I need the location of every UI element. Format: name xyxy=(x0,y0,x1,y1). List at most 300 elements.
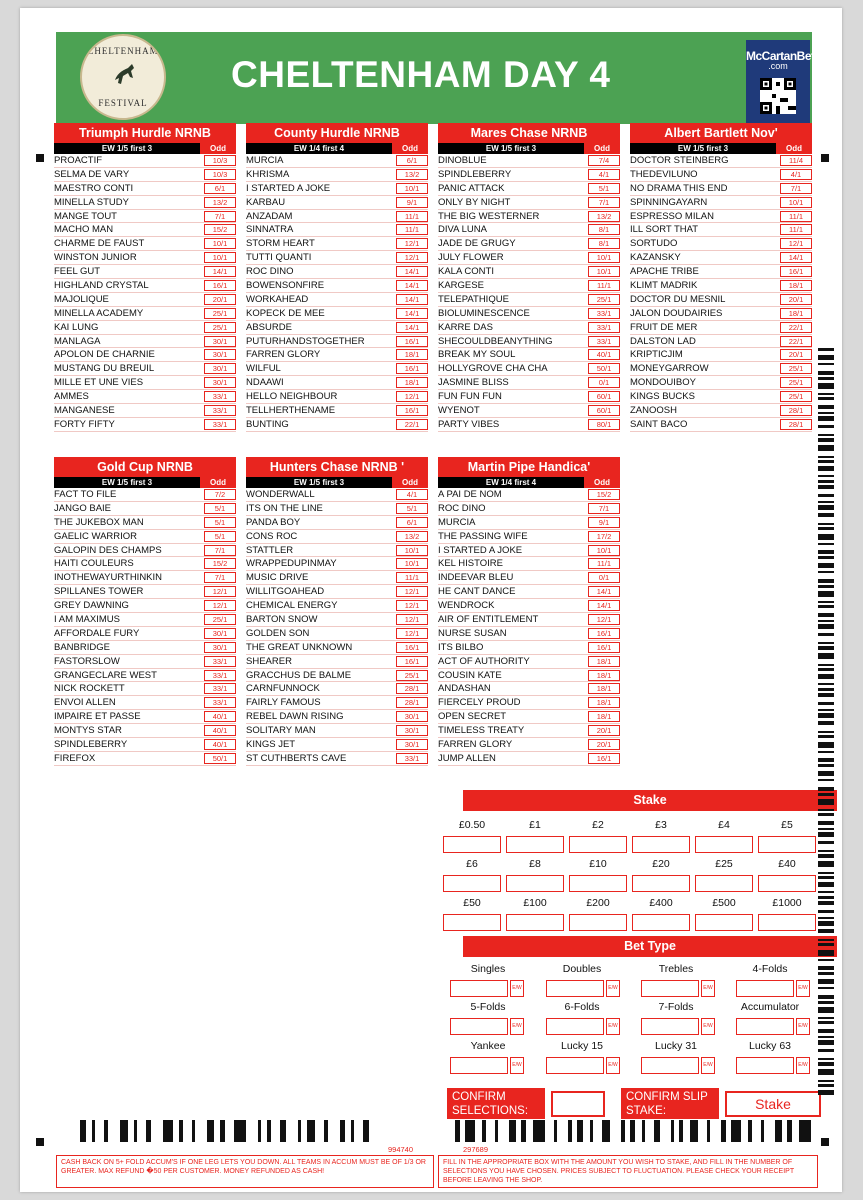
each-way-box[interactable]: E/W xyxy=(606,980,620,997)
runner-row[interactable] xyxy=(246,682,428,696)
runner-row[interactable] xyxy=(54,724,236,738)
runner-row[interactable] xyxy=(54,544,236,558)
runner-row[interactable] xyxy=(438,265,620,279)
runner-odds-box[interactable]: 30/1 xyxy=(204,336,236,347)
runner-odds-box[interactable]: 16/1 xyxy=(396,363,428,374)
runner-odds-box[interactable]: 16/1 xyxy=(204,280,236,291)
runner-odds-box[interactable]: 14/1 xyxy=(396,322,428,333)
each-way-box[interactable]: E/W xyxy=(510,1018,524,1035)
runner-odds-box[interactable]: 10/1 xyxy=(780,197,812,208)
runner-row[interactable] xyxy=(54,265,236,279)
runner-row[interactable] xyxy=(438,196,620,210)
runner-row[interactable] xyxy=(246,655,428,669)
runner-row[interactable] xyxy=(246,154,428,168)
runner-row[interactable] xyxy=(438,154,620,168)
runner-row[interactable] xyxy=(438,418,620,432)
runner-row[interactable] xyxy=(438,362,620,376)
runner-odds-box[interactable]: 16/1 xyxy=(396,405,428,416)
runner-odds-box[interactable]: 33/1 xyxy=(588,308,620,319)
runner-row[interactable] xyxy=(438,599,620,613)
runner-odds-box[interactable]: 25/1 xyxy=(396,670,428,681)
runner-row[interactable] xyxy=(54,585,236,599)
runner-odds-box[interactable]: 30/1 xyxy=(204,377,236,388)
runner-odds-box[interactable]: 50/1 xyxy=(588,363,620,374)
runner-row[interactable] xyxy=(438,210,620,224)
runner-row[interactable] xyxy=(438,627,620,641)
runner-row[interactable] xyxy=(438,348,620,362)
runner-odds-box[interactable]: 16/1 xyxy=(588,753,620,764)
runner-odds-box[interactable]: 11/1 xyxy=(780,211,812,222)
bet-type-count-box[interactable] xyxy=(546,980,604,997)
bet-type-count-box[interactable] xyxy=(641,980,699,997)
runner-odds-box[interactable]: 5/1 xyxy=(204,503,236,514)
runner-row[interactable] xyxy=(246,182,428,196)
each-way-box[interactable]: E/W xyxy=(796,980,810,997)
runner-odds-box[interactable]: 5/1 xyxy=(204,517,236,528)
runner-row[interactable] xyxy=(438,544,620,558)
runner-row[interactable] xyxy=(54,154,236,168)
runner-odds-box[interactable]: 33/1 xyxy=(588,322,620,333)
runner-row[interactable] xyxy=(246,544,428,558)
runner-row[interactable] xyxy=(246,418,428,432)
runner-odds-box[interactable]: 33/1 xyxy=(396,753,428,764)
runner-row[interactable] xyxy=(54,571,236,585)
runner-odds-box[interactable]: 14/1 xyxy=(588,586,620,597)
runner-odds-box[interactable]: 7/1 xyxy=(588,197,620,208)
runner-row[interactable] xyxy=(54,348,236,362)
runner-row[interactable] xyxy=(54,557,236,571)
runner-row[interactable] xyxy=(54,376,236,390)
runner-odds-box[interactable]: 18/1 xyxy=(588,670,620,681)
runner-odds-box[interactable]: 0/1 xyxy=(588,377,620,388)
runner-row[interactable] xyxy=(438,251,620,265)
runner-odds-box[interactable]: 25/1 xyxy=(780,377,812,388)
runner-odds-box[interactable]: 13/2 xyxy=(396,531,428,542)
runner-row[interactable] xyxy=(246,321,428,335)
runner-odds-box[interactable]: 7/1 xyxy=(204,545,236,556)
runner-odds-box[interactable]: 80/1 xyxy=(588,419,620,430)
runner-odds-box[interactable]: 12/1 xyxy=(204,586,236,597)
runner-row[interactable] xyxy=(438,321,620,335)
bet-type-count-box[interactable] xyxy=(546,1057,604,1074)
runner-odds-box[interactable]: 12/1 xyxy=(780,238,812,249)
runner-row[interactable] xyxy=(438,390,620,404)
runner-row[interactable] xyxy=(54,390,236,404)
runner-row[interactable] xyxy=(54,404,236,418)
runner-row[interactable] xyxy=(246,348,428,362)
each-way-box[interactable]: E/W xyxy=(510,1057,524,1074)
runner-row[interactable] xyxy=(54,168,236,182)
runner-odds-box[interactable]: 25/1 xyxy=(780,391,812,402)
runner-odds-box[interactable]: 60/1 xyxy=(588,391,620,402)
each-way-box[interactable]: E/W xyxy=(701,1018,715,1035)
runner-odds-box[interactable]: 14/1 xyxy=(396,280,428,291)
stake-amount-box[interactable] xyxy=(443,914,501,931)
runner-odds-box[interactable]: 16/1 xyxy=(396,336,428,347)
runner-row[interactable] xyxy=(54,599,236,613)
runner-row[interactable] xyxy=(246,307,428,321)
runner-row[interactable] xyxy=(246,390,428,404)
runner-row[interactable] xyxy=(246,376,428,390)
runner-row[interactable] xyxy=(246,502,428,516)
runner-odds-box[interactable]: 30/1 xyxy=(204,628,236,639)
runner-row[interactable] xyxy=(438,502,620,516)
runner-row[interactable] xyxy=(54,613,236,627)
runner-odds-box[interactable]: 10/1 xyxy=(588,252,620,263)
runner-row[interactable] xyxy=(54,655,236,669)
runner-odds-box[interactable]: 16/1 xyxy=(396,642,428,653)
runner-odds-box[interactable]: 5/1 xyxy=(396,503,428,514)
runner-odds-box[interactable]: 20/1 xyxy=(780,349,812,360)
runner-odds-box[interactable]: 4/1 xyxy=(396,489,428,500)
runner-row[interactable] xyxy=(246,530,428,544)
runner-row[interactable] xyxy=(630,390,812,404)
runner-odds-box[interactable]: 11/1 xyxy=(588,558,620,569)
runner-row[interactable] xyxy=(630,265,812,279)
runner-row[interactable] xyxy=(54,752,236,766)
runner-row[interactable] xyxy=(630,196,812,210)
runner-row[interactable] xyxy=(438,376,620,390)
runner-odds-box[interactable]: 13/2 xyxy=(588,211,620,222)
runner-row[interactable] xyxy=(630,293,812,307)
runner-row[interactable] xyxy=(438,724,620,738)
runner-odds-box[interactable]: 10/1 xyxy=(204,252,236,263)
runner-odds-box[interactable]: 12/1 xyxy=(396,628,428,639)
bet-type-count-box[interactable] xyxy=(641,1018,699,1035)
runner-odds-box[interactable]: 12/1 xyxy=(396,252,428,263)
runner-row[interactable] xyxy=(246,265,428,279)
runner-row[interactable] xyxy=(54,641,236,655)
runner-odds-box[interactable]: 14/1 xyxy=(396,294,428,305)
runner-row[interactable] xyxy=(630,307,812,321)
runner-odds-box[interactable]: 0/1 xyxy=(588,572,620,583)
stake-amount-box[interactable] xyxy=(695,914,753,931)
runner-row[interactable] xyxy=(246,613,428,627)
runner-odds-box[interactable]: 16/1 xyxy=(396,656,428,667)
runner-row[interactable] xyxy=(630,182,812,196)
runner-odds-box[interactable]: 33/1 xyxy=(204,419,236,430)
runner-row[interactable] xyxy=(246,599,428,613)
runner-odds-box[interactable]: 14/1 xyxy=(780,252,812,263)
runner-row[interactable] xyxy=(438,585,620,599)
runner-row[interactable] xyxy=(54,738,236,752)
runner-odds-box[interactable]: 60/1 xyxy=(588,405,620,416)
runner-odds-box[interactable]: 30/1 xyxy=(396,725,428,736)
runner-row[interactable] xyxy=(54,669,236,683)
runner-row[interactable] xyxy=(246,223,428,237)
runner-row[interactable] xyxy=(630,251,812,265)
runner-row[interactable] xyxy=(246,724,428,738)
runner-row[interactable] xyxy=(246,335,428,349)
runner-row[interactable] xyxy=(54,516,236,530)
runner-odds-box[interactable]: 11/1 xyxy=(780,224,812,235)
runner-row[interactable] xyxy=(630,279,812,293)
stake-amount-box[interactable] xyxy=(758,875,816,892)
runner-row[interactable] xyxy=(54,210,236,224)
stake-amount-box[interactable] xyxy=(632,914,690,931)
runner-odds-box[interactable]: 9/1 xyxy=(588,517,620,528)
runner-row[interactable] xyxy=(246,251,428,265)
runner-odds-box[interactable]: 12/1 xyxy=(396,586,428,597)
runner-row[interactable] xyxy=(438,279,620,293)
runner-row[interactable] xyxy=(438,404,620,418)
runner-row[interactable] xyxy=(246,196,428,210)
runner-row[interactable] xyxy=(246,488,428,502)
runner-row[interactable] xyxy=(630,418,812,432)
runner-row[interactable] xyxy=(438,682,620,696)
runner-odds-box[interactable]: 7/4 xyxy=(588,155,620,166)
runner-row[interactable] xyxy=(54,293,236,307)
bet-type-count-box[interactable] xyxy=(736,980,794,997)
runner-odds-box[interactable]: 30/1 xyxy=(396,711,428,722)
each-way-box[interactable]: E/W xyxy=(796,1018,810,1035)
runner-odds-box[interactable]: 6/1 xyxy=(396,155,428,166)
runner-odds-box[interactable]: 28/1 xyxy=(780,405,812,416)
runner-odds-box[interactable]: 5/1 xyxy=(204,531,236,542)
confirm-stake-box[interactable]: Stake xyxy=(725,1091,821,1117)
bet-type-count-box[interactable] xyxy=(641,1057,699,1074)
stake-amount-box[interactable] xyxy=(443,836,501,853)
runner-odds-box[interactable]: 15/2 xyxy=(204,224,236,235)
runner-odds-box[interactable]: 8/1 xyxy=(588,238,620,249)
runner-odds-box[interactable]: 4/1 xyxy=(780,169,812,180)
runner-odds-box[interactable]: 10/3 xyxy=(204,169,236,180)
runner-odds-box[interactable]: 10/1 xyxy=(588,266,620,277)
bet-type-count-box[interactable] xyxy=(450,980,508,997)
bet-type-count-box[interactable] xyxy=(736,1018,794,1035)
runner-odds-box[interactable]: 18/1 xyxy=(588,683,620,694)
runner-row[interactable] xyxy=(438,182,620,196)
runner-odds-box[interactable]: 17/2 xyxy=(588,531,620,542)
stake-amount-box[interactable] xyxy=(758,914,816,931)
runner-row[interactable] xyxy=(438,738,620,752)
runner-odds-box[interactable]: 22/1 xyxy=(396,419,428,430)
runner-row[interactable] xyxy=(246,404,428,418)
runner-odds-box[interactable]: 10/3 xyxy=(204,155,236,166)
runner-odds-box[interactable]: 18/1 xyxy=(588,656,620,667)
stake-amount-box[interactable] xyxy=(506,875,564,892)
runner-row[interactable] xyxy=(246,627,428,641)
runner-odds-box[interactable]: 28/1 xyxy=(396,683,428,694)
runner-row[interactable] xyxy=(246,237,428,251)
runner-odds-box[interactable]: 12/1 xyxy=(396,614,428,625)
runner-row[interactable] xyxy=(630,237,812,251)
stake-amount-box[interactable] xyxy=(695,875,753,892)
runner-row[interactable] xyxy=(438,335,620,349)
runner-odds-box[interactable]: 30/1 xyxy=(204,363,236,374)
runner-row[interactable] xyxy=(54,279,236,293)
runner-row[interactable] xyxy=(438,488,620,502)
runner-row[interactable] xyxy=(54,530,236,544)
runner-odds-box[interactable]: 40/1 xyxy=(204,739,236,750)
runner-odds-box[interactable]: 10/1 xyxy=(588,545,620,556)
runner-row[interactable] xyxy=(246,571,428,585)
stake-amount-box[interactable] xyxy=(632,836,690,853)
runner-odds-box[interactable]: 13/2 xyxy=(396,169,428,180)
runner-odds-box[interactable]: 11/1 xyxy=(588,280,620,291)
runner-row[interactable] xyxy=(54,182,236,196)
runner-odds-box[interactable]: 14/1 xyxy=(204,266,236,277)
runner-row[interactable] xyxy=(438,655,620,669)
runner-row[interactable] xyxy=(246,362,428,376)
runner-row[interactable] xyxy=(54,696,236,710)
runner-row[interactable] xyxy=(438,293,620,307)
runner-odds-box[interactable]: 22/1 xyxy=(780,322,812,333)
runner-odds-box[interactable]: 9/1 xyxy=(396,197,428,208)
runner-row[interactable] xyxy=(438,237,620,251)
runner-row[interactable] xyxy=(438,307,620,321)
runner-odds-box[interactable]: 7/1 xyxy=(204,211,236,222)
runner-odds-box[interactable]: 12/1 xyxy=(204,600,236,611)
each-way-box[interactable]: E/W xyxy=(510,980,524,997)
runner-row[interactable] xyxy=(54,627,236,641)
runner-row[interactable] xyxy=(438,641,620,655)
runner-row[interactable] xyxy=(438,752,620,766)
runner-odds-box[interactable]: 30/1 xyxy=(396,739,428,750)
runner-row[interactable] xyxy=(438,696,620,710)
runner-row[interactable] xyxy=(438,168,620,182)
runner-odds-box[interactable]: 22/1 xyxy=(780,336,812,347)
runner-odds-box[interactable]: 25/1 xyxy=(588,294,620,305)
runner-row[interactable] xyxy=(630,404,812,418)
runner-odds-box[interactable]: 40/1 xyxy=(204,711,236,722)
runner-odds-box[interactable]: 20/1 xyxy=(588,725,620,736)
runner-odds-box[interactable]: 33/1 xyxy=(204,683,236,694)
runner-odds-box[interactable]: 28/1 xyxy=(780,419,812,430)
runner-row[interactable] xyxy=(246,516,428,530)
runner-odds-box[interactable]: 6/1 xyxy=(204,183,236,194)
runner-odds-box[interactable]: 40/1 xyxy=(204,725,236,736)
runner-row[interactable] xyxy=(54,321,236,335)
runner-row[interactable] xyxy=(54,223,236,237)
stake-amount-box[interactable] xyxy=(758,836,816,853)
runner-odds-box[interactable]: 14/1 xyxy=(396,308,428,319)
runner-odds-box[interactable]: 13/2 xyxy=(204,197,236,208)
stake-amount-box[interactable] xyxy=(443,875,501,892)
runner-odds-box[interactable]: 18/1 xyxy=(780,280,812,291)
runner-odds-box[interactable]: 4/1 xyxy=(588,169,620,180)
runner-odds-box[interactable]: 11/1 xyxy=(396,211,428,222)
runner-row[interactable] xyxy=(630,168,812,182)
runner-odds-box[interactable]: 10/1 xyxy=(396,183,428,194)
runner-odds-box[interactable]: 18/1 xyxy=(396,349,428,360)
runner-odds-box[interactable]: 50/1 xyxy=(204,753,236,764)
runner-odds-box[interactable]: 7/1 xyxy=(780,183,812,194)
runner-odds-box[interactable]: 6/1 xyxy=(396,517,428,528)
runner-row[interactable] xyxy=(54,488,236,502)
runner-odds-box[interactable]: 10/1 xyxy=(396,558,428,569)
bet-type-count-box[interactable] xyxy=(546,1018,604,1035)
runner-odds-box[interactable]: 14/1 xyxy=(588,600,620,611)
bet-type-count-box[interactable] xyxy=(450,1018,508,1035)
runner-odds-box[interactable]: 15/2 xyxy=(588,489,620,500)
runner-odds-box[interactable]: 11/1 xyxy=(396,224,428,235)
runner-odds-box[interactable]: 20/1 xyxy=(204,294,236,305)
runner-odds-box[interactable]: 33/1 xyxy=(204,697,236,708)
runner-odds-box[interactable]: 5/1 xyxy=(588,183,620,194)
runner-row[interactable] xyxy=(630,210,812,224)
runner-odds-box[interactable]: 30/1 xyxy=(204,642,236,653)
runner-odds-box[interactable]: 16/1 xyxy=(780,266,812,277)
runner-odds-box[interactable]: 33/1 xyxy=(204,656,236,667)
stake-amount-box[interactable] xyxy=(506,914,564,931)
runner-row[interactable] xyxy=(438,223,620,237)
runner-odds-box[interactable]: 20/1 xyxy=(588,739,620,750)
runner-row[interactable] xyxy=(54,307,236,321)
runner-row[interactable] xyxy=(438,710,620,724)
each-way-box[interactable]: E/W xyxy=(701,1057,715,1074)
runner-row[interactable] xyxy=(246,210,428,224)
runner-odds-box[interactable]: 40/1 xyxy=(588,349,620,360)
runner-row[interactable] xyxy=(246,710,428,724)
stake-amount-box[interactable] xyxy=(569,836,627,853)
runner-row[interactable] xyxy=(246,738,428,752)
runner-row[interactable] xyxy=(246,585,428,599)
runner-odds-box[interactable]: 7/1 xyxy=(588,503,620,514)
runner-odds-box[interactable]: 33/1 xyxy=(588,336,620,347)
runner-odds-box[interactable]: 16/1 xyxy=(588,642,620,653)
runner-odds-box[interactable]: 33/1 xyxy=(204,405,236,416)
each-way-box[interactable]: E/W xyxy=(606,1057,620,1074)
stake-amount-box[interactable] xyxy=(569,875,627,892)
runner-row[interactable] xyxy=(246,669,428,683)
stake-amount-box[interactable] xyxy=(695,836,753,853)
runner-odds-box[interactable]: 11/1 xyxy=(396,572,428,583)
runner-row[interactable] xyxy=(630,376,812,390)
runner-row[interactable] xyxy=(438,516,620,530)
runner-row[interactable] xyxy=(246,557,428,571)
runner-row[interactable] xyxy=(246,279,428,293)
runner-row[interactable] xyxy=(630,335,812,349)
runner-odds-box[interactable]: 18/1 xyxy=(396,377,428,388)
runner-odds-box[interactable]: 33/1 xyxy=(204,391,236,402)
runner-odds-box[interactable]: 11/4 xyxy=(780,155,812,166)
runner-odds-box[interactable]: 25/1 xyxy=(204,322,236,333)
runner-odds-box[interactable]: 12/1 xyxy=(588,614,620,625)
bet-type-count-box[interactable] xyxy=(736,1057,794,1074)
runner-row[interactable] xyxy=(438,613,620,627)
runner-row[interactable] xyxy=(438,557,620,571)
runner-odds-box[interactable]: 10/1 xyxy=(204,238,236,249)
runner-row[interactable] xyxy=(630,348,812,362)
runner-odds-box[interactable]: 25/1 xyxy=(204,308,236,319)
runner-row[interactable] xyxy=(630,362,812,376)
runner-odds-box[interactable]: 12/1 xyxy=(396,238,428,249)
runner-row[interactable] xyxy=(630,223,812,237)
runner-row[interactable] xyxy=(630,321,812,335)
runner-row[interactable] xyxy=(246,696,428,710)
runner-odds-box[interactable]: 33/1 xyxy=(204,670,236,681)
runner-odds-box[interactable]: 14/1 xyxy=(396,266,428,277)
runner-row[interactable] xyxy=(246,293,428,307)
runner-row[interactable] xyxy=(246,168,428,182)
runner-odds-box[interactable]: 12/1 xyxy=(396,600,428,611)
runner-row[interactable] xyxy=(54,237,236,251)
runner-odds-box[interactable]: 16/1 xyxy=(588,628,620,639)
runner-row[interactable] xyxy=(54,418,236,432)
confirm-selections-box[interactable] xyxy=(551,1091,605,1117)
runner-row[interactable] xyxy=(54,335,236,349)
runner-odds-box[interactable]: 25/1 xyxy=(204,614,236,625)
runner-row[interactable] xyxy=(438,530,620,544)
runner-row[interactable] xyxy=(438,669,620,683)
runner-odds-box[interactable]: 12/1 xyxy=(396,391,428,402)
runner-row[interactable] xyxy=(54,682,236,696)
runner-row[interactable] xyxy=(246,641,428,655)
runner-odds-box[interactable]: 15/2 xyxy=(204,558,236,569)
runner-row[interactable] xyxy=(246,752,428,766)
runner-row[interactable] xyxy=(54,362,236,376)
